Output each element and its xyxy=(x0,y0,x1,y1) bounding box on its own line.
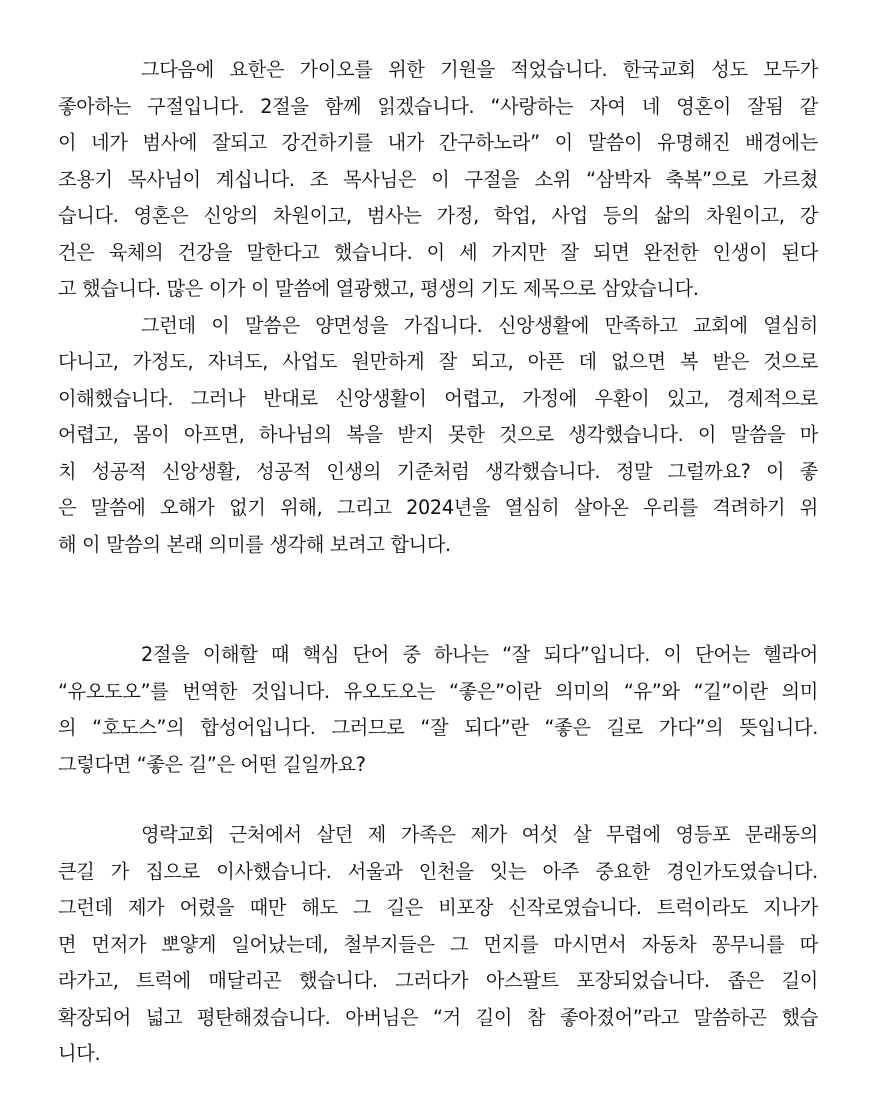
text-line: 다니고, 가정도, 자녀도, 사업도 원만하게 잘 되고, 아픈 데 없으면 복 받은 것으로 xyxy=(58,350,818,373)
text-line: 그렇다면 “좋은 길”은 어떤 길일까요? xyxy=(58,752,366,776)
text-line: 그런데 이 말씀은 양면성을 가집니다. 신앙생활에 만족하고 교회에 열심히 xyxy=(141,313,818,337)
text-line: 건은 육체의 건강을 말한다고 했습니다. 이 세 가지만 잘 되면 완전한 인생이 된다 xyxy=(58,240,818,264)
document-page xyxy=(58,52,818,1073)
text-line: 큰길 가 집으로 이사했습니다. 서울과 인천을 잇는 아주 중요한 경인가도였습니다. xyxy=(58,859,818,883)
text-line: 이해했습니다. 그러나 반대로 신앙생활이 어렵고, 가정에 우환이 있고, 경제적으로 xyxy=(58,386,818,410)
text-line: 의 “호도스”의 합성어입니다. 그러므로 “잘 되다”란 “좋은 길로 가다”의 뜻입니다. xyxy=(58,716,818,739)
text-line: 면 먼저가 뽀얗게 일어났는데, 철부지들은 그 먼지를 마시면서 자동차 꽁무니를 따 xyxy=(58,932,818,956)
text-line: 2절을 이해할 때 핵심 단어 중 하나는 “잘 되다”입니다. 이 단어는 헬라어 xyxy=(141,643,818,666)
text-line: 치 성공적 신앙생활, 성공적 인생의 기준처럼 생각했습니다. 정말 그럴까요? 이 좋 xyxy=(58,459,818,483)
text-line: 조용기 목사님이 계십니다. 조 목사님은 이 구절을 소위 “삼박자 축복”으로 가르쳤 xyxy=(58,167,818,191)
text-line: 라가고, 트럭에 매달리곤 했습니다. 그러다가 아스팔트 포장되었습니다. 좁은 길이 xyxy=(58,969,818,992)
text-line: “유오도오”를 번역한 것입니다. 유오도오는 “좋은”이란 의미의 “유”와 “길”이란 의미 xyxy=(58,679,818,703)
text-line: 영락교회 근처에서 살던 제 가족은 제가 여섯 살 무렵에 영등포 문래동의 xyxy=(141,823,818,846)
text-line: 습니다. 영혼은 신앙의 차원이고, 범사는 가정, 학업, 사업 등의 삶의 차원이고, 강 xyxy=(58,204,818,227)
text-line: 고 했습니다. 많은 이가 이 말씀에 열광했고, 평생의 기도 제목으로 삼았습니다. xyxy=(58,277,699,300)
text-line: 그다음에 요한은 가이오를 위한 기원을 적었습니다. 한국교회 성도 모두가 xyxy=(141,58,818,81)
paragraph-4 xyxy=(58,817,818,1073)
paragraph-1 xyxy=(58,52,818,308)
text-line: 확장되어 넓고 평탄해졌습니다. 아버님은 “거 길이 참 좋아졌어”라고 말씀하곤 했습 xyxy=(58,1005,818,1029)
text-line: 그런데 제가 어렸을 때만 해도 그 길은 비포장 신작로였습니다. 트럭이라도 지나가 xyxy=(58,896,818,919)
paragraph-2 xyxy=(58,308,818,564)
text-line: 니다. xyxy=(58,1042,101,1065)
text-line: 이 네가 범사에 잘되고 강건하기를 내가 간구하노라” 이 말씀이 유명해진 배경에는 xyxy=(58,131,818,154)
paragraph-3 xyxy=(58,637,818,783)
text-line: 해 이 말씀의 본래 의미를 생각해 보려고 합니다. xyxy=(58,532,451,556)
paragraph-spacer xyxy=(58,783,818,817)
text-line: 좋아하는 구절입니다. 2절을 함께 읽겠습니다. “사랑하는 자여 네 영혼이 잘됨 같 xyxy=(58,94,818,118)
paragraph-spacer xyxy=(58,563,818,637)
text-line: 어렵고, 몸이 아프면, 하나님의 복을 받지 못한 것으로 생각했습니다. 이 말씀을 마 xyxy=(58,423,818,446)
text-line: 은 말씀에 오해가 없기 위해, 그리고 2024년을 열심히 살아온 우리를 격려하기 위 xyxy=(58,496,818,519)
